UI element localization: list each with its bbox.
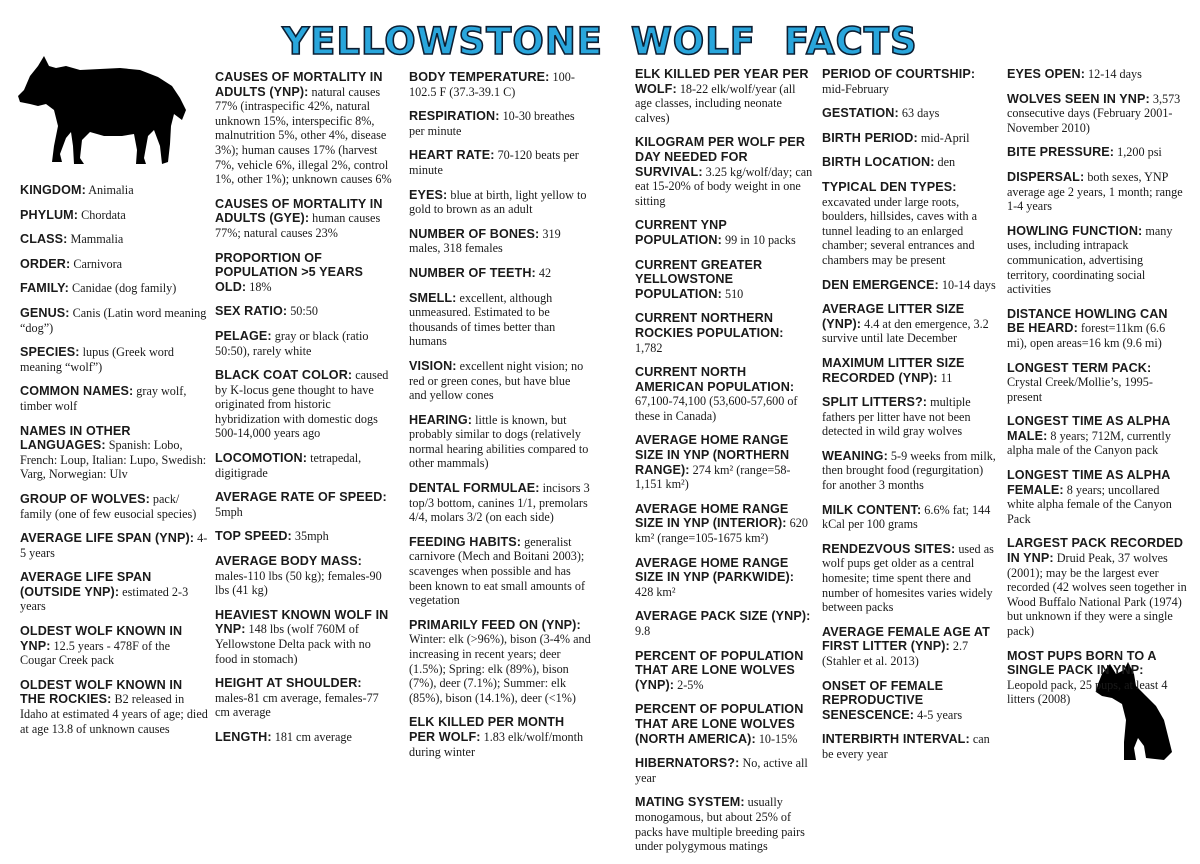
fact-item — [822, 106, 997, 121]
fact-item — [20, 570, 208, 614]
fact-label: NUMBER OF TEETH: — [409, 265, 536, 280]
fact-value: 2-5% — [677, 677, 704, 692]
fact-label: LONGEST TIME AS ALPHA FEMALE: — [1007, 468, 1171, 497]
fact-value: little is known, but probably similar to dogs (relatively normal hearing abilities compared to other mammals) — [409, 412, 589, 471]
fact-value: mid-April — [920, 130, 970, 145]
fact-label: KINGDOM: — [20, 183, 86, 197]
fact-item — [1007, 170, 1187, 214]
fact-value: Leopold pack, 25 pups, at least 4 litters (2008) — [1007, 677, 1168, 707]
fact-item — [635, 258, 813, 302]
fact-label: CURRENT YNP POPULATION: — [635, 218, 727, 247]
fact-value: excavated under large roots, boulders, hillsides, caves with a tunnel leading to an enlarged chamber; several entrances and chambers may be present — [822, 194, 978, 267]
fact-value: can be every year — [822, 732, 990, 761]
fact-label: ONSET OF FEMALE REPRODUCTIVE SENESCENCE: — [822, 678, 944, 722]
fact-label: BITE PRESSURE: — [1007, 145, 1115, 160]
fact-item — [215, 251, 395, 295]
fact-value: forest=11km (6.6 mi), open areas=16 km (9.6 mi) — [1007, 321, 1166, 350]
fact-item — [409, 266, 591, 281]
fact-item — [20, 281, 208, 296]
fact-label: SPLIT LITTERS?: — [822, 395, 928, 410]
fact-value: 35mph — [294, 529, 329, 544]
fact-item — [215, 554, 395, 598]
fact-label: COMMON NAMES: — [20, 384, 134, 399]
fact-item — [1007, 67, 1187, 82]
fact-value: 4-5 years — [20, 531, 208, 560]
wolf-silhouette-icon — [16, 52, 188, 168]
fact-label: RENDEZVOUS SITES: — [822, 541, 956, 556]
fact-label: SPECIES: — [20, 345, 80, 360]
fact-label: AVERAGE PACK SIZE (YNP): — [635, 609, 811, 624]
fact-item — [1007, 145, 1187, 160]
fact-item — [20, 183, 208, 198]
fact-label: HEIGHT AT SHOULDER: — [215, 676, 362, 691]
fact-value: Crystal Creek/Mollie’s, 1995-present — [1007, 375, 1153, 404]
fact-value: mid-February — [822, 81, 890, 96]
fact-value: many uses, including intrapack communication, advertising territory, coordinating social activities — [1007, 223, 1173, 297]
fact-value: 5-9 weeks from milk, then brought food (regurgitation) for another 3 months — [822, 448, 996, 493]
fact-label: PELAGE: — [215, 328, 272, 343]
fact-item — [635, 433, 813, 491]
fact-item — [215, 197, 395, 241]
fact-label: KILOGRAM PER WOLF PER DAY NEEDED FOR SURVIVAL: — [635, 135, 806, 179]
fact-item — [1007, 414, 1187, 458]
fact-value: pack/ family (one of few eusocial species) — [20, 491, 197, 521]
fact-item — [635, 649, 813, 693]
fact-item — [20, 208, 208, 223]
fact-value: Mammalia — [70, 232, 124, 247]
fact-label: OLDEST WOLF KNOWN IN THE ROCKIES: — [20, 677, 183, 707]
fact-value: 8 years; 712M, currently alpha male of the Canyon pack — [1007, 428, 1171, 458]
fact-value: Druid Peak, 37 wolves (2001); may be the largest ever recorded (42 wolves seen together in Wood Buffalo National Park (1974) but unknown if they were a single pack) — [1007, 551, 1187, 638]
fact-label: PHYLUM: — [20, 207, 79, 222]
fact-label: GENUS: — [20, 305, 70, 320]
fact-label: FAMILY: — [20, 281, 69, 296]
fact-value: males-81 cm average, females-77 cm average — [215, 690, 379, 720]
fact-label: MATING SYSTEM: — [635, 795, 745, 810]
fact-label: DISTANCE HOWLING CAN BE HEARD: — [1007, 306, 1168, 336]
fact-item — [822, 67, 997, 96]
fact-item — [409, 535, 591, 608]
fact-label: AVERAGE FEMALE AGE AT FIRST LITTER (YNP): — [822, 624, 990, 654]
fact-value: both sexes, YNP average age 2 years, 1 month; range 1-4 years — [1007, 169, 1183, 214]
fact-label: PERIOD OF COURTSHIP: — [822, 67, 976, 81]
fact-value: 4.4 at den emergence, 3.2 survive until late December — [822, 316, 989, 346]
fact-value: 42 — [538, 265, 552, 280]
fact-label: WEANING: — [822, 448, 888, 463]
fact-item — [635, 556, 813, 600]
fact-value: Canidae (dog family) — [72, 281, 177, 296]
fact-value: den — [937, 155, 956, 170]
fact-label: HEAVIEST KNOWN WOLF IN YNP: — [215, 607, 389, 637]
fact-item — [822, 131, 997, 146]
fact-item — [635, 311, 813, 355]
fact-label: MOST PUPS BORN TO A SINGLE PACK IN YNP: — [1007, 648, 1157, 678]
fact-value: B2 released in Idaho at estimated 4 years of age; died at age 13.8 of unknown causes — [20, 692, 208, 736]
fact-label: OLDEST WOLF KNOWN IN YNP: — [20, 624, 183, 653]
fact-label: HIBERNATORS?: — [635, 756, 740, 771]
fact-label: AVERAGE LIFE SPAN (OUTSIDE YNP): — [20, 570, 152, 599]
fact-label: AVERAGE LIFE SPAN (YNP): — [20, 531, 195, 546]
fact-label: CLASS: — [20, 232, 68, 247]
fact-label: LONGEST TERM PACK: — [1007, 360, 1152, 375]
fact-item — [822, 679, 997, 723]
fact-value: 12.5 years - 478F of the Cougar Creek pack — [20, 638, 170, 668]
fact-item — [822, 542, 997, 615]
fact-value: 10-14 days — [941, 277, 996, 292]
fact-item — [215, 451, 395, 480]
fact-item — [635, 702, 813, 746]
fact-item — [1007, 536, 1187, 638]
fact-label: GROUP OF WOLVES: — [20, 491, 150, 506]
fact-item — [20, 384, 208, 413]
fact-item — [822, 503, 997, 532]
fact-label: LOCOMOTION: — [215, 451, 308, 466]
fact-label: EYES: — [409, 187, 448, 202]
fact-label: DISPERSAL: — [1007, 169, 1085, 184]
fact-item — [409, 413, 591, 471]
fact-value: males-110 lbs (50 kg); females-90 lbs (41 kg) — [215, 568, 382, 598]
fact-label: LONGEST TIME AS ALPHA MALE: — [1007, 414, 1171, 443]
fact-value: 9.8 — [635, 624, 651, 638]
fact-label: NAMES IN OTHER LANGUAGES: — [20, 423, 131, 453]
fact-value: Canis (Latin word meaning “dog”) — [20, 305, 207, 335]
fact-value: 620 km² (range=105-1675 km²) — [635, 516, 808, 546]
fact-label: VISION: — [409, 358, 457, 373]
fact-item — [822, 302, 997, 346]
fact-value: 3,573 consecutive days (February 2001-November 2010) — [1007, 91, 1181, 135]
fact-item — [20, 232, 208, 247]
fact-value: 10-30 breathes per minute — [409, 109, 575, 138]
fact-label: BIRTH LOCATION: — [822, 155, 935, 170]
fact-label: NUMBER OF BONES: — [409, 226, 540, 241]
fact-label: LARGEST PACK RECORDED IN YNP: — [1007, 536, 1184, 566]
fact-value: 18% — [249, 279, 272, 294]
fact-item — [20, 624, 208, 668]
fact-value: 12-14 days — [1088, 67, 1142, 81]
fact-item — [215, 490, 395, 519]
fact-label: BIRTH PERIOD: — [822, 130, 918, 145]
facts-column-1 — [20, 183, 208, 746]
fact-item — [635, 365, 813, 423]
fact-item — [1007, 649, 1187, 707]
fact-label: CURRENT GREATER YELLOWSTONE POPULATION: — [635, 257, 763, 301]
fact-value: gray wolf, timber wolf — [20, 384, 187, 413]
fact-item — [409, 291, 591, 349]
fact-item — [635, 795, 813, 853]
fact-value: 274 km² (range=58-1,151 km²) — [635, 462, 791, 492]
fact-label: PROPORTION OF POPULATION >5 YEARS OLD: — [215, 250, 364, 294]
fact-label: PRIMARILY FEED ON (YNP): — [409, 617, 581, 632]
fact-value: caused by K-locus gene thought to have originated from historic hybridization with domestic dogs 500-14,000 years ago — [215, 368, 389, 441]
fact-label: BODY TEMPERATURE: — [409, 70, 550, 84]
fact-item — [822, 356, 997, 385]
fact-label: AVERAGE LITTER SIZE (YNP): — [822, 302, 965, 331]
fact-item — [822, 625, 997, 669]
fact-value: multiple fathers per litter have not been detected in wild gray wolves — [822, 395, 971, 439]
fact-label: DEN EMERGENCE: — [822, 277, 939, 292]
fact-label: WOLVES SEEN IN YNP: — [1007, 91, 1150, 106]
fact-label: HEARING: — [409, 412, 473, 427]
fact-item — [409, 618, 591, 706]
fact-value: Spanish: Lobo, French: Loup, Italian: Lupo, Swedish: Varg, Norwegian: Ulv — [20, 438, 207, 482]
fact-value: 1.83 elk/wolf/month during winter — [409, 729, 584, 759]
fact-value: 67,100-74,100 (53,600-57,600 of these in Canada) — [635, 394, 798, 423]
fact-item — [822, 732, 997, 761]
fact-label: AVERAGE HOME RANGE SIZE IN YNP (INTERIOR): — [635, 501, 789, 531]
fact-item — [1007, 224, 1187, 297]
fact-value: estimated 2-3 years — [20, 584, 189, 614]
fact-item — [409, 109, 591, 138]
fact-item — [20, 306, 208, 335]
fact-label: GESTATION: — [822, 106, 899, 121]
fact-value: Carnivora — [73, 256, 123, 271]
fact-item — [635, 609, 813, 638]
fact-label: RESPIRATION: — [409, 109, 500, 124]
fact-value: natural causes 77% (intraspecific 42%, natural unknown 15%, interspecific 8%, malnutrition 5%, other 4%, disease 3%); human causes 17% (harvest 7%, vehicle 6%, illegal 2%, control 1%, other 1%); unknown causes 6% — [215, 84, 392, 187]
fact-value: used as wolf pups get older as a central homesite; time spent there and number of homesites varies widely between packs — [822, 541, 994, 615]
fact-item — [1007, 92, 1187, 136]
fact-label: ELK KILLED PER MONTH PER WOLF: — [409, 715, 565, 744]
fact-item — [20, 531, 208, 560]
fact-label: TYPICAL DEN TYPES: — [822, 179, 957, 194]
fact-item — [215, 529, 395, 544]
fact-value: 4-5 years — [917, 707, 963, 722]
fact-item — [215, 730, 395, 745]
fact-item — [635, 502, 813, 546]
fact-value: 18-22 elk/wolf/year (all age classes, including neonate calves) — [635, 81, 796, 125]
fact-value: 428 km² — [635, 584, 676, 599]
fact-value: 2.7 (Stahler et al. 2013) — [822, 639, 969, 668]
facts-column-2 — [215, 70, 395, 755]
fact-item — [822, 278, 997, 293]
fact-item — [1007, 361, 1187, 405]
fact-item — [822, 395, 997, 439]
facts-column-5 — [822, 67, 997, 772]
fact-value: excellent, although unmeasured. Estimated to be thousands of times better than humans — [409, 290, 556, 349]
fact-label: ORDER: — [20, 256, 71, 271]
fact-label: BLACK COAT COLOR: — [215, 368, 353, 383]
fact-value: human causes 77%; natural causes 23% — [215, 211, 381, 240]
fact-item — [215, 608, 395, 666]
fact-item — [1007, 307, 1187, 351]
fact-value: 50:50 — [290, 304, 318, 319]
fact-label: SEX RATIO: — [215, 304, 288, 319]
fact-label: DENTAL FORMULAE: — [409, 481, 540, 496]
fact-value: Animalia — [88, 183, 134, 197]
fact-value: Chordata — [81, 207, 126, 222]
fact-item — [409, 715, 591, 759]
fact-item — [635, 67, 813, 125]
fact-item — [409, 481, 591, 525]
fact-item — [635, 756, 813, 785]
fact-label: AVERAGE HOME RANGE SIZE IN YNP (PARKWIDE): — [635, 555, 795, 585]
fact-label: CAUSES OF MORTALITY IN ADULTS (YNP): — [215, 70, 383, 99]
fact-item — [409, 359, 591, 403]
facts-column-4 — [635, 67, 813, 864]
fact-label: FEEDING HABITS: — [409, 534, 522, 549]
fact-value: 1,200 psi — [1117, 145, 1162, 160]
fact-value: Winter: elk (>96%), bison (3-4% and increasing in recent years; deer (1.5%); Spring: elk (89%), bison (7%), deer (7.1%); Summer: elk (85%), bison (14.1%), deer (<1%) — [409, 632, 591, 705]
facts-column-6 — [1007, 67, 1187, 717]
page-title: YELLOWSTONE WOLF FACTS — [282, 20, 918, 63]
fact-value: 10-15% — [758, 731, 798, 746]
fact-value: 70-120 beats per minute — [409, 148, 579, 177]
fact-label: HEART RATE: — [409, 148, 495, 163]
fact-value: 11 — [940, 370, 953, 385]
fact-label: LENGTH: — [215, 729, 272, 744]
fact-item — [215, 304, 395, 319]
fact-label: CAUSES OF MORTALITY IN ADULTS (GYE): — [215, 196, 383, 226]
fact-value: 6.6% fat; 144 kCal per 100 grams — [822, 502, 991, 532]
fact-label: ELK KILLED PER YEAR PER WOLF: — [635, 67, 809, 96]
fact-value: usually monogamous, but about 25% of packs have multiple breeding pairs under polygymous matings — [635, 795, 805, 854]
fact-item — [215, 368, 395, 441]
fact-label: PERCENT OF POPULATION THAT ARE LONE WOLVES (YNP): — [635, 648, 804, 692]
facts-column-3 — [409, 70, 591, 769]
fact-item — [20, 257, 208, 272]
fact-item — [215, 676, 395, 720]
fact-item — [635, 218, 813, 247]
fact-item — [215, 70, 395, 187]
fact-value: generalist carnivore (Mech and Boitani 2003); scavenges when possible and has been known to eat small amounts of vegetation — [409, 534, 586, 608]
fact-label: EYES OPEN: — [1007, 67, 1085, 81]
fact-value: tetrapedal, digitigrade — [215, 451, 362, 480]
fact-value: No, active all year — [635, 756, 808, 785]
fact-label: INTERBIRTH INTERVAL: — [822, 732, 970, 747]
fact-item — [20, 424, 208, 482]
fact-item — [822, 449, 997, 493]
fact-label: MAXIMUM LITTER SIZE RECORDED (YNP): — [822, 355, 965, 385]
fact-item — [20, 345, 208, 374]
fact-label: AVERAGE BODY MASS: — [215, 554, 362, 569]
fact-value: 148 lbs (wolf 760M of Yellowstone Delta pack with no food in stomach) — [215, 622, 371, 666]
fact-label: HOWLING FUNCTION: — [1007, 223, 1143, 238]
fact-value: 319 males, 318 females — [409, 226, 561, 256]
fact-value: excellent night vision; no red or green cones, but have blue and yellow cones — [409, 358, 584, 403]
fact-item — [215, 329, 395, 358]
fact-label: PERCENT OF POPULATION THAT ARE LONE WOLVES (NORTH AMERICA): — [635, 702, 804, 746]
fact-label: TOP SPEED: — [215, 529, 292, 544]
fact-value: incisors 3 top/3 bottom, canines 1/1, premolars 4/4, molars 3/2 (on each side) — [409, 481, 590, 525]
fact-label: AVERAGE RATE OF SPEED: — [215, 490, 387, 505]
fact-label: CURRENT NORTHERN ROCKIES POPULATION: — [635, 311, 784, 340]
fact-value: 8 years; uncollared white alpha female of the Canyon Pack — [1007, 482, 1172, 526]
fact-value: 3.25 kg/wolf/day; can eat 15-20% of body weight in one sitting — [635, 164, 813, 208]
fact-item — [635, 135, 813, 208]
fact-item — [409, 70, 591, 99]
fact-label: SMELL: — [409, 290, 457, 305]
fact-value: blue at birth, light yellow to gold to brown as an adult — [409, 187, 587, 217]
fact-label: MILK CONTENT: — [822, 502, 922, 517]
fact-item — [409, 188, 591, 217]
fact-value: 63 days — [901, 106, 940, 121]
fact-label: AVERAGE HOME RANGE SIZE IN YNP (NORTHERN RANGE): — [635, 433, 790, 477]
fact-value: 510 — [724, 286, 744, 301]
fact-label: CURRENT NORTH AMERICAN POPULATION: — [635, 365, 795, 394]
fact-item — [822, 180, 997, 268]
fact-value: 5mph — [215, 504, 243, 519]
fact-value: 100-102.5 F (37.3-39.1 C) — [409, 70, 575, 99]
fact-value: 181 cm average — [274, 729, 352, 744]
fact-item — [409, 148, 591, 177]
fact-item — [20, 492, 208, 521]
fact-item — [20, 678, 208, 736]
fact-value: 1,782 — [635, 340, 663, 355]
fact-item — [409, 227, 591, 256]
fact-item — [1007, 468, 1187, 526]
fact-item — [822, 155, 997, 170]
fact-value: lupus (Greek word meaning “wolf”) — [20, 345, 175, 374]
fact-value: gray or black (ratio 50:50), rarely white — [215, 328, 369, 358]
fact-value: 99 in 10 packs — [724, 232, 796, 247]
